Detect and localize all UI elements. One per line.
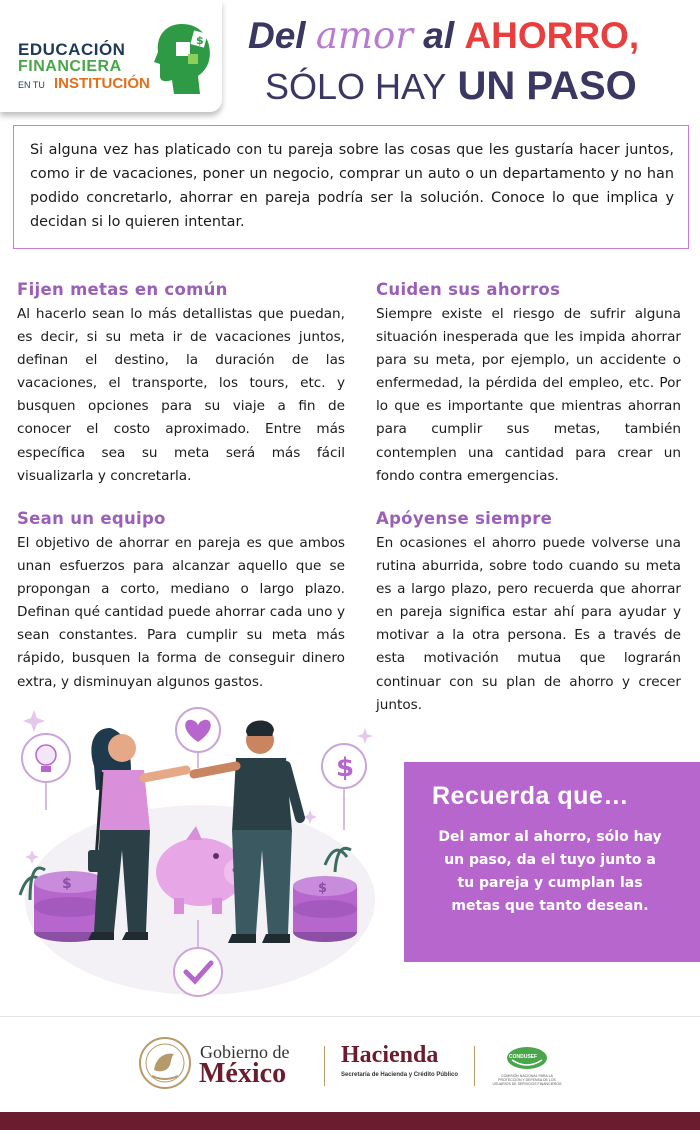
- couple-saving-illustration: [10, 700, 390, 1010]
- svg-text:$: $: [336, 753, 355, 783]
- logo-line3a: EN TU: [18, 80, 45, 90]
- gobierno-line1: Gobierno de: [200, 1042, 290, 1062]
- title-line-1: [248, 14, 639, 57]
- mexico-eagle-seal-icon: [138, 1036, 192, 1090]
- svg-text:$: $: [62, 876, 72, 892]
- svg-text:$: $: [318, 881, 328, 896]
- title-amor: amor: [315, 14, 413, 57]
- footer-separator: [324, 1046, 325, 1086]
- condusef-subtitle: COMISIÓN NACIONAL PARA LA PROTECCIÓN Y DEFENSA DE LOS USUARIOS DE SERVICIOS FINANCIEROS: [492, 1074, 562, 1086]
- recuerda-title: Recuerda que…: [432, 782, 629, 810]
- condusef-name: CONDUSEF: [509, 1054, 538, 1060]
- footer-bar: [0, 1112, 700, 1130]
- section-heading: Cuiden sus ahorros: [376, 280, 561, 299]
- title-solo-hay: SÓLO HAY: [265, 66, 447, 107]
- section-body: El objetivo de ahorrar en pareja es que ambos unan esfuerzos para alcanzar aquello que se propongan a corto, mediano o largo plazo. Definan qué cantidad puede ahorrar cada uno y sean constantes. Para cumplir su meta más rápido, busquen la forma de conseguir dinero extra, y disminuyan algunos gastos.: [17, 535, 345, 690]
- logo-line2: FINANCIERA: [18, 58, 122, 75]
- section-heading: Apóyense siempre: [376, 509, 553, 528]
- intro-box: Si alguna vez has platicado con tu pareja sobre las cosas que les gustaría hacer juntos, como ir de vacaciones, poner un negocio, comprar un auto o un departamento y no han podido concretarlo, ahorrar en pareja podría ser la solución. Conoce lo que implica y decidan si lo quieren intentar.: [13, 125, 689, 249]
- recuerda-box: [404, 762, 700, 962]
- section-body: En ocasiones el ahorro puede volverse una rutina aburrida, sobre todo cuando su meta es a largo plazo, pero recuerda que ahorrar en pareja significa estar ahí para ayudar y motivar a la otra persona. Es a través de esta motivación mutua que lograrán continuar con su plan de ahorro y crecer juntos.: [376, 535, 681, 713]
- section-body: Al hacerlo sean lo más detallistas que puedan, es decir, si su meta ir de vacaciones juntos, definan el destino, la duración de las vacaciones, el transporte, los tours, etc. y busquen opciones para su viaje a fin de conocer el costo aproximado. Entre más específica sea su meta será más fácil visualizarla y concretarla.: [17, 306, 345, 484]
- head-puzzle-icon: [152, 20, 218, 96]
- hacienda-subtitle: Secretaría de Hacienda y Crédito Público: [341, 1072, 459, 1078]
- section-equipo: [17, 509, 345, 694]
- footer-divider: [0, 1016, 700, 1017]
- section-metas: [17, 280, 345, 488]
- section-body: Siempre existe el riesgo de sufrir alguna situación inesperada que les impida ahorrar para su meta, por ejemplo, un accidente o enfermedad, la pérdida del empleo, etc. Por lo que es importante que mientras ahorran para cumplir sus metas, también contemplen una cantidad para crear un fondo contra emergencias.: [376, 306, 681, 484]
- footer-separator: [474, 1046, 475, 1086]
- check-icon: [174, 948, 222, 996]
- gobierno-line2: México: [199, 1058, 287, 1089]
- section-apoyense: [376, 509, 681, 717]
- title-ahorro: AHORRO,: [464, 15, 640, 56]
- coin-stack-right-icon: [293, 876, 357, 942]
- section-heading: Fijen metas en común: [17, 280, 228, 299]
- recuerda-text: Del amor al ahorro, sólo hay un paso, da el tuyo junto a tu pareja y cumplan las metas que tanto desean.: [438, 829, 662, 914]
- logo-line1: EDUCACIÓN: [18, 40, 126, 59]
- title-un-paso: UN PASO: [457, 64, 637, 108]
- section-heading: Sean un equipo: [17, 509, 166, 528]
- title-al: al: [423, 15, 455, 56]
- section-ahorros: [376, 280, 681, 488]
- svg-text:$: $: [196, 34, 204, 47]
- title-line-2: [265, 64, 637, 109]
- hacienda-logo-text: Hacienda: [341, 1042, 439, 1068]
- program-logo: [0, 0, 222, 112]
- title-del: Del: [248, 15, 306, 56]
- logo-line3b: INSTITUCIÓN: [54, 75, 150, 92]
